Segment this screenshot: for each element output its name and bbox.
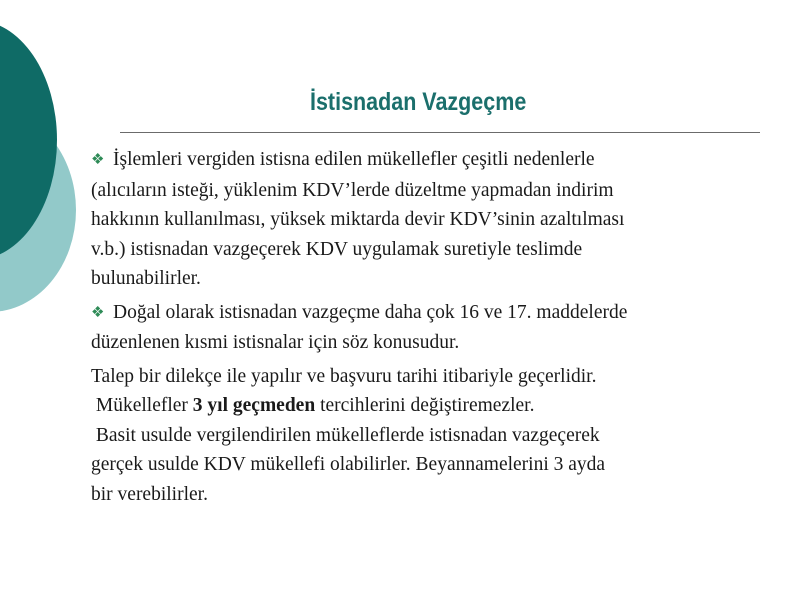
p3-line-2-pre: Mükellefler	[91, 395, 193, 416]
p3-line-3: Basit usulde vergilendirilen mükelleflerde istisnadan vazgeçerek	[91, 424, 600, 446]
p3-line-2	[91, 391, 771, 421]
title-divider	[120, 132, 760, 133]
bullet-paragraph-2	[91, 298, 771, 358]
slide-body	[91, 145, 771, 509]
p1-line-1: İşlemleri vergiden istisna edilen mükellefler çeşitli nedenlerle	[113, 149, 595, 170]
diamond-bullet-icon: ❖	[91, 304, 105, 321]
p2-line-1: Doğal olarak istisnadan vazgeçme daha çok 16 ve 17. maddelerde	[113, 301, 628, 323]
p3-line-5: bir verebilirler.	[91, 483, 208, 505]
decorative-circles	[0, 0, 100, 330]
p3-line-1: Talep bir dilekçe ile yapılır ve başvuru tarihi itibariyle geçerlidir.	[91, 365, 597, 387]
diamond-bullet-icon: ❖	[91, 152, 105, 168]
p1-line-5: bulunabilirler.	[91, 268, 201, 289]
p3-line-2-bold: 3 yıl geçmeden	[192, 395, 316, 416]
p3-line-2-post: tercihlerini değiştiremezler.	[315, 395, 535, 416]
p3-line-4: gerçek usulde KDV mükellefi olabilirler. Beyannamelerini 3 ayda	[91, 454, 606, 475]
p2-line-2: düzenlenen kısmi istisnalar için söz konusudur.	[91, 332, 460, 353]
slide-title: İstisnadan Vazgeçme	[310, 88, 527, 116]
p1-line-4: v.b.) istisnadan vazgeçerek KDV uygulamak suretiyle teslimde	[91, 238, 583, 260]
bullet-paragraph-1	[91, 145, 771, 294]
p1-line-3: hakkının kullanılması, yüksek miktarda devir KDV’sinin azaltılması	[91, 209, 625, 230]
p1-line-2: (alıcıların isteği, yüklenim KDV’lerde düzeltme yapmadan indirim	[91, 179, 614, 201]
paragraph-3	[91, 362, 771, 510]
